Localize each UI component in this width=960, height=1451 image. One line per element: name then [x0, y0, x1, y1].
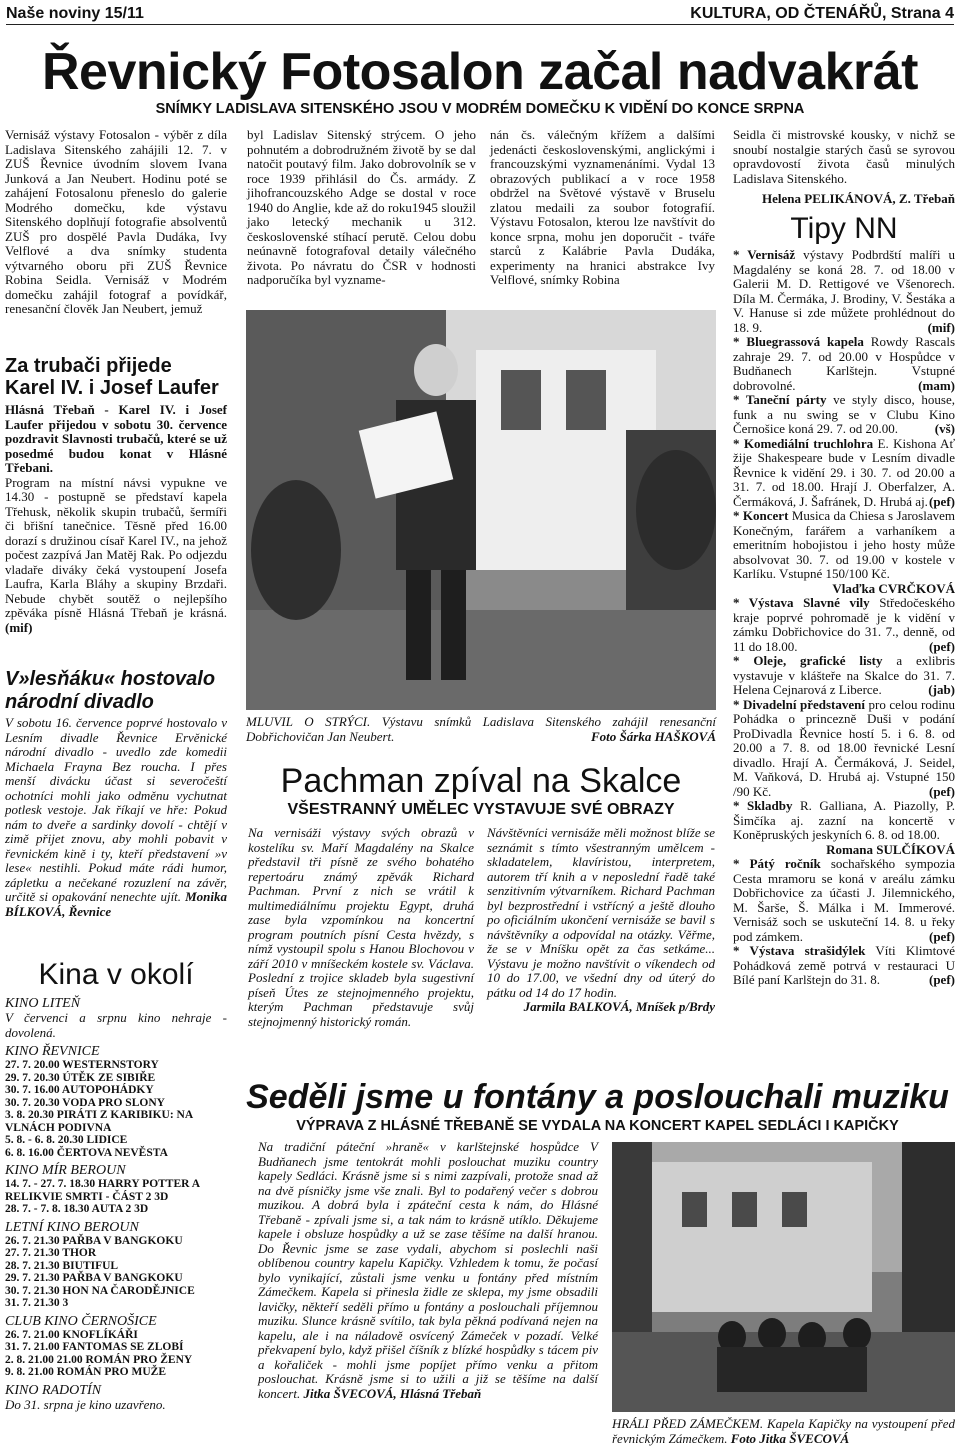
- header-left: Naše noviny 15/11: [6, 5, 144, 22]
- tip-head: * Komediální truchlohra: [733, 435, 874, 451]
- fontana-photo-caption-text: HRÁLI PŘED ZÁMEČKEM. Kapela Kapičky na vystoupení před řevnickým Zámečkem.: [612, 1416, 955, 1446]
- fontana-photo-caption: [612, 1416, 955, 1446]
- tip-text: ve styly disco, house, funk a nu swing se v Clubu Kino Černošice koná 29. 7. od 20.00.: [733, 392, 955, 436]
- kina-screening: 14. 7. - 27. 7. 18.30 HARRY POTTER A RELIKVIE SMRTI - ČÁST 2 3D: [5, 1178, 200, 1203]
- tip-text: výstavy Podbrdští malíři u Magdalény se koná 28. 7. od 18.00 v Galerii M. D. Rettigové ve Všenorech. Díla M. Čermáka, J. Brodiny, V. Šestáka a V. Hanuse si zde můžete prohlédnout do 18. 9.: [733, 247, 955, 335]
- tip-signature: (pef): [929, 493, 955, 509]
- kina-screening: 3. 8. 20.30 PIRÁTI Z KARIBIKU: NA VLNÁCH PODIVNA: [5, 1109, 193, 1134]
- tip-signature: Romana SULČÍKOVÁ: [826, 841, 955, 857]
- header-right: KULTURA, OD ČTENÁŘŮ, Strana 4: [690, 5, 954, 22]
- tip-head: * Oleje, grafické listy: [733, 653, 883, 668]
- tip-item: [733, 596, 955, 654]
- tip-item: [733, 509, 955, 596]
- trubaci-body: [5, 476, 227, 636]
- tip-head: * Vernisáž: [733, 247, 796, 262]
- tip-signature: (vš): [934, 421, 955, 436]
- lesnak-signature: Monika BÍLKOVÁ, Řevnice: [5, 889, 227, 919]
- kina-title: Kina v okolí: [38, 958, 194, 991]
- kina-screening: 6. 8. 16.00 ČERTOVA NEVĚSTA: [5, 1146, 168, 1159]
- kina-screening: 29. 7. 21.30 PAŘBA V BANGKOKU: [5, 1272, 183, 1284]
- tip-head: * Bluegrassová kapela: [733, 334, 864, 349]
- tip-item: [733, 335, 955, 393]
- tipy-title: Tipy NN: [790, 212, 898, 245]
- main-photo-caption: [246, 714, 716, 744]
- main-col1: Vernisáž výstavy Fotosalon - výběr z díla Ladislava Sitenského zahájili 12. 7. v ZUŠ Řevnice úvodním slovem Ivana Junková a Jan Neubert. Hodinu poté se zahájení Fotosalonu přeneslo do galerie Modrého domečku, kde výstavu Sitenského doplňují fotografie absolventů ZUŠ pro dospělé Pavla Dudáka, Ivy Velflové a dva snímky studenta výtvarného oboru při ZUŠ Řevnice Robina Seidla. Vernisáž v Modrém domečku zahájil fotograf a povídkář, renesanční člověk Jan Neubert, jemuž: [5, 127, 227, 316]
- kina-section-title: KINO RADOTÍN: [5, 1382, 102, 1398]
- trubaci-lead: Hlásná Třebaň - Karel IV. i Josef Laufer přijedou v sobotu 30. července pozdravit Slavnosti trubačů, které se už posedmé budou konat v Hlásné Třebani.: [5, 402, 227, 475]
- kina-screening: 30. 7. 20.30 VODA PRO SLONY: [5, 1096, 165, 1109]
- tipy-list: [733, 248, 955, 988]
- kina-screening: 31. 7. 21.00 FANTOMAS SE ZLOBÍ: [5, 1341, 184, 1353]
- main-col4: Seidla či mistrovské kousky, v nichž se snoubí nostalgie starých časů se syrovou opravdovostí života časů minulých Ladislava Sitenského.: [733, 127, 955, 186]
- page-header: [6, 4, 954, 25]
- pachman-subtitle: VŠESTRANNÝ UMĚLEC VYSTAVUJE SVÉ OBRAZY: [287, 801, 675, 818]
- trubaci-title: Za trubači přijede Karel IV. i Josef Laufer: [5, 355, 219, 399]
- tip-item: [733, 393, 955, 437]
- tip-item: [733, 799, 955, 857]
- tip-text: a exlibris vystavuje v klášteře na Skalce do 31. 7. Helena Cejnarová z Liberce.: [733, 653, 955, 697]
- kina-screening: 31. 7. 21.30 3: [5, 1297, 69, 1309]
- kina-section-title: CLUB KINO ČERNOŠICE: [5, 1313, 157, 1329]
- tip-item: [733, 698, 955, 800]
- tip-item: [733, 437, 955, 510]
- main-photo-caption-text: MLUVIL O STRÝCI. Výstavu snímků Ladislava Sitenského zahájil renesanční Dobřichovičan Jan Neubert.: [246, 714, 716, 744]
- lesnak-body-text: V sobotu 16. července poprvé hostovalo v Lesním divadle Řevnice Ervěnické národní divadlo - uvedlo zde komedii Michaela Frayna Bez roucha. I přes menší divácku účast si severočeští ochotníci mohli jako odměnu vychutnat potlesk vestoje. Jak říkají ve hře: Pokud nám to dveře a sardinky dovolí - chtějí v zimě přijet znovu, aby mohli pobavit v řevnickém kině i ty, kteří představení »v lese« nestihli. Pokud máte rádi humor, zápletku a nečekané rozuzlení na závěr, určitě si opakování nenechte ujít.: [5, 715, 227, 904]
- fontana-photo: [612, 1142, 955, 1412]
- kina-section-title: KINO MÍR BEROUN: [5, 1163, 126, 1178]
- kina-screening: 28. 7. - 7. 8. 18.30 AUTA 2 3D: [5, 1203, 149, 1215]
- pachman-col1: Na vernisáži výstavy svých obrazů v kostelíku sv. Maří Magdalény na Skalce představil tři písně ze svého bohatého repertoáru známý zpěvák Richard Pachman. První z nich se vrátil k multimediálnímu projektu Egypt, druhá zase byla vzpomínkou na koncertní program poutních písní Cesta hvězdy, s nímž vystoupil spolu s Hanou Blochovou v září 2010 v mníšeckém kostele sv. Václava. Poslední z trojice skladeb byla sugestivní píseň Útes ze stejnojmenného projektu, kterým Pachman představuje svůj stejnojmenný historický román.: [248, 825, 474, 1029]
- tip-head: * Koncert: [733, 508, 789, 523]
- kina-screening: 28. 7. 21.30 BIUTIFUL: [5, 1259, 119, 1272]
- kina-screening: 30. 7. 16.00 AUTOPOHÁDKY: [5, 1084, 154, 1096]
- main-col2: byl Ladislav Sitenský strýcem. O jeho pohnutém a dobrodružném životě by se dal natočit poutavý film. Jako dobrovolník se v roce 1939 přihlásil do Čs. armády. Z jihofrancouzského Adge se dostal v roce 1940 do Anglie, kde až do roku1945 sloužil jako letecký mechanik u 312. československé stíhací perutě. Celou dobu neúnavně fotografoval detaily válečného života. Po návratu do ČSR v hodnosti nadporučíka byl vyzname-: [247, 127, 476, 287]
- trubaci-body-text: Program na místní návsi vypukne ve 14.30 - postupně se představí kapela Třehusk, několik skupin trubačů, šermíři či břišní tanečnice. Těsně před 16.00 dorazí s družinou císař Karel IV., na jehož počest zazpívá Jan Matěj Rak. Po odjezdu vladaře diváky čeká vystoupení Josefa Laufra, Karla Bláhy a skupiny Brzdaři. Nebude chybět soutěž o nejlepšího zpěváka písně Hlásná Třebaň je krásná.: [5, 474, 227, 620]
- kina-screening: 29. 7. 20.30 ÚTĚK ZE SIBIŘE: [5, 1071, 156, 1084]
- main-photo-credit: Foto Šárka HAŠKOVÁ: [591, 729, 716, 744]
- tip-head: * Taneční párty: [733, 392, 827, 407]
- fontana-subtitle: VÝPRAVA Z HLÁSNÉ TŘEBANĚ SE VYDALA NA KONCERT KAPEL SEDLÁCI I KAPIČKY: [296, 1118, 899, 1134]
- fontana-photo-credit: Foto Jitka ŠVECOVÁ: [730, 1431, 850, 1446]
- tip-text: Musica da Chiesa s Jaroslavem Konečným, farářem a varhaníkem a emeritním hobojistou i jeho hosty může absolvovat 30. 7. od 19.00 v kostele v Karlíku. Vstupné 150/100 Kč.: [733, 508, 955, 581]
- trubaci-article: [5, 355, 227, 635]
- tip-item: [733, 248, 955, 335]
- kina-screening: 30. 7. 21.30 HON NA ČARODĚJNICE: [5, 1284, 195, 1297]
- tip-signature: (mam): [918, 377, 955, 393]
- pachman-col2-text: Návštěvníci vernisáže měli možnost blíže se seznámit s tímto všestranným umělcem - skladatelem, klavíristou, interpretem, autorem tří knih a v neposlední řadě také senzitivním výtvarníkem. Richard Pachman byl bezprostřední i vstřícný a ještě dlouho po oficiálním ukončení vernisáže se bavil s návštěvníky a odpovídal na otázky. Věřme, že se v Mníšku opět za čas setkáme... Výstavu je možno navštívit o víkendech od 10 do 17.00, ve všední dny od úterý do pátku od 14 do 17 hodin.: [487, 825, 715, 1000]
- kina-screening: 5. 8. - 6. 8. 20.30 LIDICE: [5, 1134, 128, 1146]
- tip-head: * Výstava strašidýlek: [733, 943, 866, 958]
- main-subhead: SNÍMKY LADISLAVA SITENSKÉHO JSOU V MODRÉM DOMEČKU K VIDĚNÍ DO KONCE SRPNA: [155, 101, 805, 117]
- kina-section-title: LETNÍ KINO BEROUN: [5, 1219, 139, 1235]
- trubaci-signature: (mif): [5, 619, 33, 635]
- tip-signature: (pef): [929, 638, 955, 654]
- tip-signature: (pef): [929, 972, 955, 987]
- tip-text: sochařského sympozia Cesta mramoru se koná v areálu zámku Dobřichovice za účasti J. Jilemnického, M. Šarše, Š. Málka i M. Immerové. Vernisáž soch se uskuteční 14. 8. u řeky pod zámkem.: [733, 856, 955, 944]
- kina-list: [5, 996, 227, 1412]
- tip-text: R. Galliana, A. Piazolly, P. Šimčíka aj. zazní na koncertě v Koněpruských jeskyních 6. 8. od 18.00.: [733, 798, 955, 842]
- tip-text: Víti Klimtové Pohádková země potrvá v restauraci U Bílé paní Karlštejn do 31. 8.: [733, 943, 955, 987]
- kina-box: [5, 958, 227, 1412]
- tip-head: * Výstava Slavné vily: [733, 595, 870, 610]
- kina-section-title: KINO ŘEVNICE: [5, 1044, 100, 1059]
- kina-screening: 27. 7. 21.30 THOR: [5, 1247, 97, 1259]
- tip-head: * Pátý ročník: [733, 856, 821, 871]
- kina-screening: 27. 7. 20.00 WESTERNSTORY: [5, 1059, 159, 1071]
- fontana-body: [258, 1140, 598, 1401]
- pachman-title: Pachman zpíval na Skalce: [280, 762, 682, 800]
- tip-item: [733, 857, 955, 944]
- lesnak-article: [5, 668, 227, 919]
- tip-head: * Divadelní představení: [733, 696, 865, 712]
- tip-signature: (pef): [929, 928, 955, 944]
- tip-signature: (mif): [927, 319, 955, 335]
- kina-screening: 9. 8. 21.00 ROMÁN PRO MUŽE: [5, 1366, 166, 1378]
- tip-text: Rowdy Rascals zahraje 29. 7. od 20.00 v Hospůdce v Budňanech Karlštejn. Vstupné dobrovolné.: [733, 334, 955, 393]
- tip-text: pro celou rodinu Pohádka o princezně Duši v podání ProDivadla Řevnice hostí 5. i 6. 8. od 20.00 a 7. 8. od 18.00 řevnické Lesní divadlo. Hrají A. Čermáková, J. Seidel, M. Vaňková, D. Hrubá aj. Vstupné 150 /90 Kč.: [733, 696, 955, 799]
- tip-head: * Skladby: [733, 798, 793, 813]
- lesnak-title: V»lesňáku« hostovalo národní divadlo: [5, 668, 216, 713]
- tip-text: E. Kishona Ať žije Shakespeare bude v Lesním divadle Řevnice k vidění 29. i 30. 7. od 20.00 a 31. 7. od 18.00. Hrají J. Oberfalzer, A. Čermáková, J. Šafránek, D. Hrubá aj.: [733, 435, 955, 509]
- pachman-col2: [487, 826, 715, 1015]
- tip-signature: (pef): [929, 783, 955, 799]
- fontana-signature: Jitka ŠVECOVÁ, Hlásná Třebaň: [303, 1385, 482, 1401]
- kina-section-note: Do 31. srpna je kino uzavřeno.: [5, 1396, 166, 1412]
- kina-screening: 26. 7. 21.00 KNOFLÍKÁŘI: [5, 1328, 138, 1341]
- main-photo: [246, 310, 716, 710]
- kina-section-note: V červenci a srpnu kino nehraje - dovolená.: [5, 1010, 227, 1040]
- kina-section-title: KINO LITEŇ: [5, 996, 81, 1011]
- main-col3: nán čs. válečným křížem a dalšími jedenácti československými, anglickými i francouzskými vyznamenáními. Vydal 13 obrazových publikací a v roce 1958 obdržel na Světové výstavě v Bruselu zlatou medaili za soubor fotografií. Výstavu Fotosalon, kterou lze navštívit do konce srpna, mohu jen doporučit - tváře starců z Kalábrie Pavla Dudáka, experimenty na hranici abstrakce Ivy Velflové, snímky Robina: [490, 127, 715, 287]
- tip-text: Středočeského kraje poprvé pohromadě je k vidění v zámku Dobřichovice do 31. 7., denně, od 11 do 18.00.: [733, 595, 956, 654]
- lesnak-body: [5, 716, 227, 919]
- tip-signature: Vlaďka CVRČKOVÁ: [832, 580, 955, 596]
- kina-screening: 26. 7. 21.30 PAŘBA V BANGKOKU: [5, 1234, 183, 1247]
- pachman-signature: Jarmila BALKOVÁ, Mníšek p/Brdy: [523, 999, 715, 1014]
- tip-signature: (jab): [928, 682, 955, 697]
- main-signature: Helena PELIKÁNOVÁ, Z. Třebaň: [762, 191, 955, 206]
- kina-screening: 2. 8. 21.00 21.00 ROMÁN PRO ŽENY: [5, 1353, 193, 1366]
- tip-item: [733, 654, 955, 698]
- fontana-title: Seděli jsme u fontány a poslouchali muziku: [246, 1078, 949, 1116]
- fontana-body-text: Na tradiční páteční »hraně« v karlštejnské hospůdce V Budňanech jsme tentokrát mohli poslouchat muziku country kapely Sedláci. Krásně jsme si s nimi zazpívali, protože snad až na dvě písničky jsme vše znali. Byl to podařený večer s dobrou muzikou. A dobrá byla i zpáteční cesta k nám, do Hlásné Třebaně - zpívali jsme si, a tak nám to krásně utíklo. Děkujeme kapele i obsluze hospůdky a už se zase těšíme na další hranou. Do Řevnic jsme se zase vydali, abychom si poslechli naši oblíbenou country kapelu Kapičky. Vzhledem k tomu, že počasí bylo vynikající, zůstali jsme venku u fontány před místním Zámečkem. Kapela si přinesla židle ze sklepa, my jsme obsadili lavičky, někteří seděli přímo u fontány a poslouchali příjemnou muziku. Slunce krásně svítilo, tak byla pěkná podívaná nejen na kapelu, ale i na náladově osvícený Zámeček v pozadí. Velké překvapení bylo, když přišel číšník z blízké hospůdky s tácem piv a kořaliček - mohli jsme popíjet přímo venku a přitom poslouchat. Krásně jsme si to užili a již se těšíme na další koncert.: [258, 1139, 598, 1401]
- tip-item: [733, 944, 955, 988]
- main-headline: Řevnický Fotosalon začal nadvakrát: [41, 43, 918, 101]
- tipy-box: [733, 212, 955, 988]
